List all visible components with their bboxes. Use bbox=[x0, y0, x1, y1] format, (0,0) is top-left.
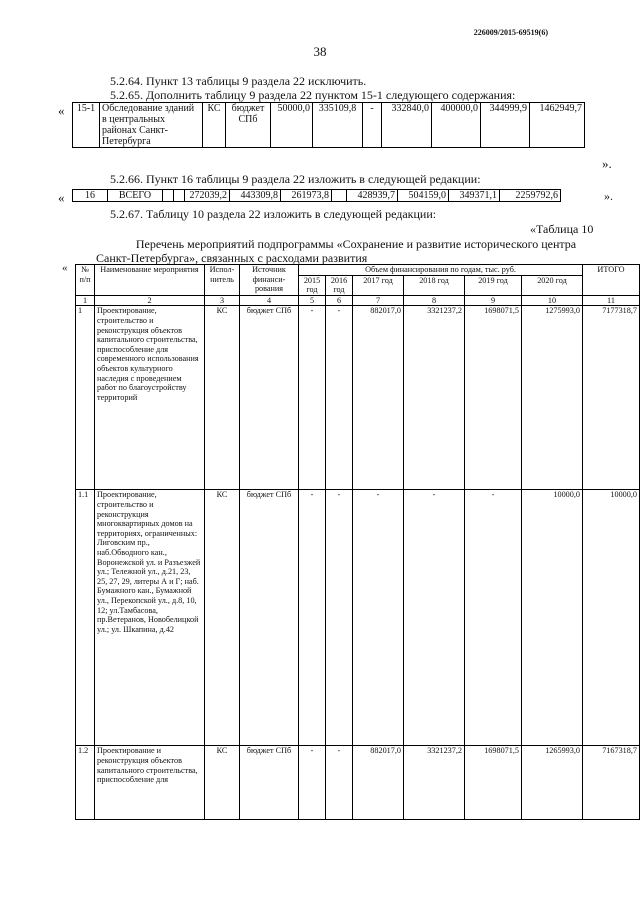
header-2020: 2020 год bbox=[522, 275, 583, 295]
page-number: 38 bbox=[313, 44, 327, 59]
table9-row-16 bbox=[72, 189, 561, 202]
value-2018: 3321237,2 bbox=[404, 306, 465, 490]
measure-name: Проектирование, строительство и реконструкция многоквартирных домов на территориях, ограниченных: Лиговским пр., наб.Обводного кан., Воронежской ул. и Разъезжей ул.; Тележной ул., д.21, 23, 25, 27, 29, литеры А и Г; наб. Бумажного кан., Бумажной ул., Перекопской ул., д.8, 10, 12; ул.Тамбасова, пр.Ветеранов, Новобелицкой ул.; ул. Шкапина, д.42 bbox=[95, 490, 205, 746]
value-2017: 882017,0 bbox=[353, 306, 404, 490]
open-quote: « bbox=[58, 190, 65, 205]
value-2020: 344999,9 bbox=[481, 103, 530, 148]
value-total: 7167318,7 bbox=[583, 746, 640, 820]
paragraph-5-2-67: 5.2.67. Таблицу 10 раздела 22 изложить в следующей редакции: bbox=[110, 207, 437, 221]
empty-cell bbox=[163, 190, 174, 202]
column-number-row bbox=[76, 295, 640, 306]
column-number: 8 bbox=[404, 295, 465, 306]
value-2019: - bbox=[465, 490, 522, 746]
executor: КС bbox=[205, 746, 240, 820]
measure-name: ВСЕГО bbox=[108, 190, 163, 202]
header-executor: Испол-нитель bbox=[205, 265, 240, 296]
value-2016: - bbox=[326, 306, 353, 490]
value-total: 10000,0 bbox=[583, 490, 640, 746]
value-2016: - bbox=[326, 490, 353, 746]
header-2016: 2016 год bbox=[326, 275, 353, 295]
value-2015: 50000,0 bbox=[271, 103, 313, 148]
column-number: 11 bbox=[583, 295, 640, 306]
empty-cell bbox=[174, 190, 185, 202]
header-source: Источник финанси-рования bbox=[240, 265, 299, 296]
value-total: 2259792,6 bbox=[500, 190, 561, 202]
value-2016: - bbox=[326, 746, 353, 820]
value-2016: 443309,8 bbox=[230, 190, 281, 202]
value-2015: - bbox=[299, 490, 326, 746]
document-number: 226009/2015-69519(6) bbox=[473, 28, 548, 37]
row-number: 15-1 bbox=[73, 103, 100, 148]
funding-source: бюджет СПб bbox=[240, 746, 299, 820]
table-10 bbox=[75, 264, 640, 820]
header-2018: 2018 год bbox=[404, 275, 465, 295]
row-number: 1.2 bbox=[76, 746, 95, 820]
value-2019: 504159,0 bbox=[398, 190, 449, 202]
value-2020: 1275993,0 bbox=[522, 306, 583, 490]
value-2018: 3321237,2 bbox=[404, 746, 465, 820]
funding-source: бюджет СПб bbox=[240, 306, 299, 490]
table-title-line1: Перечень мероприятий подпрограммы «Сохранение и развитие исторического центра bbox=[135, 237, 577, 251]
value-2019: 1698071,5 bbox=[465, 306, 522, 490]
header-name: Наименование мероприятия bbox=[95, 265, 205, 296]
column-number: 5 bbox=[299, 295, 326, 306]
value-2020: 10000,0 bbox=[522, 490, 583, 746]
row-number: 1.1 bbox=[76, 490, 95, 746]
column-number: 9 bbox=[465, 295, 522, 306]
column-number: 2 bbox=[95, 295, 205, 306]
table-row bbox=[76, 306, 640, 490]
executor: КС bbox=[203, 103, 226, 148]
table-title-line2: Санкт-Петербурга», связанных с расходами развития bbox=[96, 251, 368, 265]
empty-cell bbox=[332, 190, 347, 202]
value-2018: 332840,0 bbox=[382, 103, 432, 148]
header-2015: 2015 год bbox=[299, 275, 326, 295]
header-2019: 2019 год bbox=[465, 275, 522, 295]
header-2017: 2017 год bbox=[353, 275, 404, 295]
table-label: «Таблица 10 bbox=[530, 222, 594, 236]
header-volume: Объем финансирования по годам, тыс. руб. bbox=[299, 265, 583, 276]
value-2017: - bbox=[353, 490, 404, 746]
value-2020: 349371,1 bbox=[449, 190, 500, 202]
row-number: 1 bbox=[76, 306, 95, 490]
row-number: 16 bbox=[73, 190, 108, 202]
executor: КС bbox=[205, 490, 240, 746]
column-number: 10 bbox=[522, 295, 583, 306]
value-2015: - bbox=[299, 746, 326, 820]
table-row bbox=[76, 490, 640, 746]
table-row bbox=[76, 746, 640, 820]
header-total: ИТОГО bbox=[583, 265, 640, 296]
funding-source: бюджет СПб bbox=[240, 490, 299, 746]
paragraph-5-2-66: 5.2.66. Пункт 16 таблицы 9 раздела 22 изложить в следующей редакции: bbox=[110, 172, 481, 186]
value-2016: 335109,8 bbox=[313, 103, 363, 148]
value-2017: - bbox=[363, 103, 382, 148]
column-number: 3 bbox=[205, 295, 240, 306]
value-2015: - bbox=[299, 306, 326, 490]
paragraph-5-2-65: 5.2.65. Дополнить таблицу 9 раздела 22 пунктом 15-1 следующего содержания: bbox=[110, 88, 516, 102]
value-total: 1462949,7 bbox=[530, 103, 585, 148]
funding-source: бюджет СПб bbox=[226, 103, 271, 148]
paragraph-5-2-64: 5.2.64. Пункт 13 таблицы 9 раздела 22 исключить. bbox=[110, 74, 367, 88]
table9-row-15-1 bbox=[72, 102, 585, 148]
executor: КС bbox=[205, 306, 240, 490]
open-quote: « bbox=[58, 103, 65, 118]
value-total: 7177318,7 bbox=[583, 306, 640, 490]
value-2019: 1698071,5 bbox=[465, 746, 522, 820]
close-quote: ». bbox=[604, 189, 613, 203]
column-number: 4 bbox=[240, 295, 299, 306]
value-2018: - bbox=[404, 490, 465, 746]
column-number: 6 bbox=[326, 295, 353, 306]
value-2020: 1265993,0 bbox=[522, 746, 583, 820]
measure-name: Проектирование, строительство и реконструкция объектов капитального строительства, приспособление для современного использования объектов культурного наследия с проведением работ по благоустройству территорий bbox=[95, 306, 205, 490]
open-quote: « bbox=[62, 262, 68, 274]
column-number: 7 bbox=[353, 295, 404, 306]
value-2017: 261973,8 bbox=[281, 190, 332, 202]
value-2015: 272039,2 bbox=[185, 190, 230, 202]
header-number: № п/п bbox=[76, 265, 95, 296]
measure-name: Обследование зданий в центральных районах Санкт-Петербурга bbox=[100, 103, 203, 148]
value-2019: 400000,0 bbox=[432, 103, 481, 148]
measure-name: Проектирование и реконструкция объектов капитального строительства, приспособление для bbox=[95, 746, 205, 820]
close-quote: ». bbox=[602, 156, 612, 171]
value-2017: 882017,0 bbox=[353, 746, 404, 820]
value-2018: 428939,7 bbox=[347, 190, 398, 202]
column-number: 1 bbox=[76, 295, 95, 306]
